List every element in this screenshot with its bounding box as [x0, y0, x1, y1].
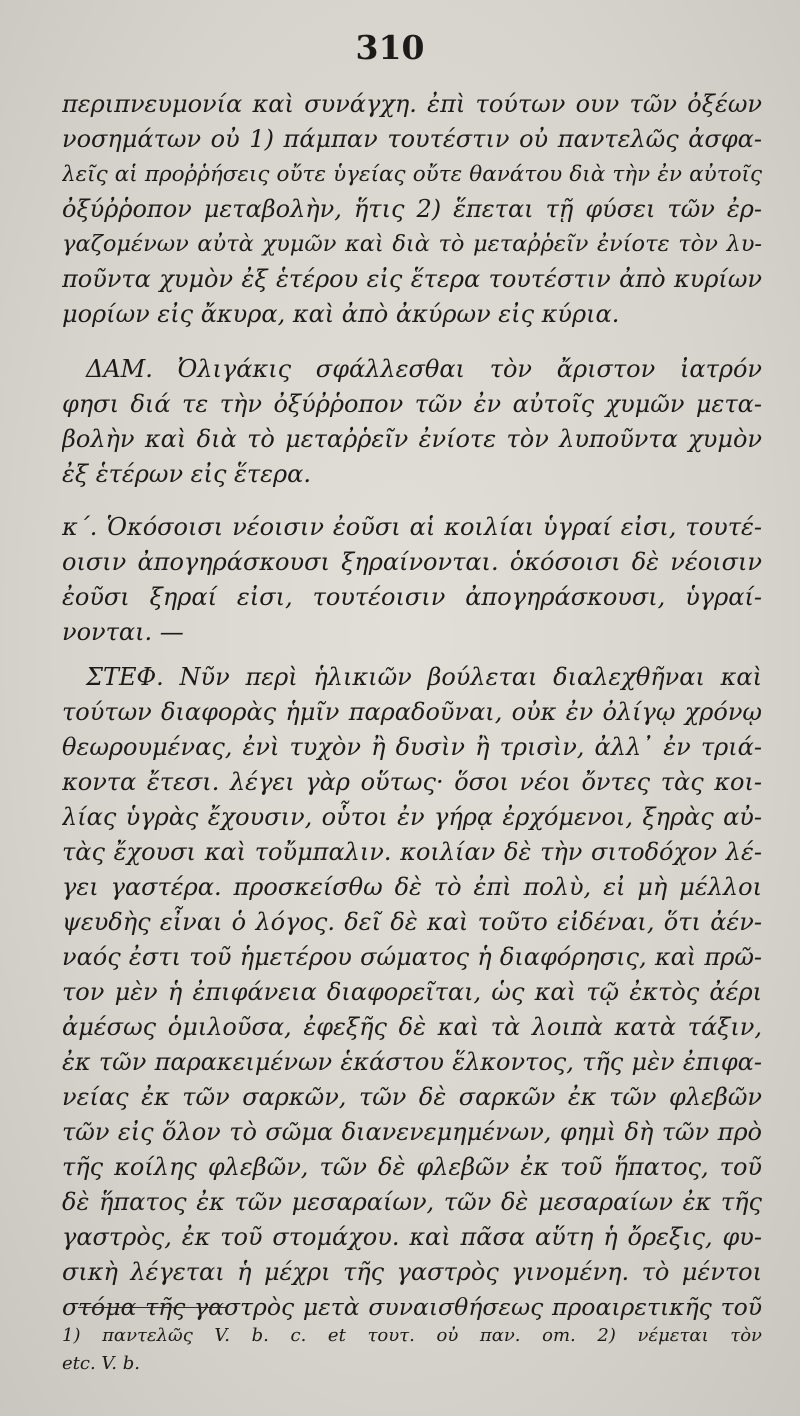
- text-line: γει γαστέρα. προσκείσθω δὲ τὸ ἐπὶ πολὺ, εἰ μὴ μέλλοι: [62, 873, 762, 901]
- text-line: φησι διά τε τὴν ὀξύῤῥοπον τῶν ἐν αὐτοῖς χυμῶν μετα-: [62, 390, 762, 418]
- text-line: νοσημάτων οὐ 1) πάμπαν τουτέστιν οὐ παντελῶς ἀσφα-: [62, 125, 762, 153]
- text-line: βολὴν καὶ διὰ τὸ μεταῤῥεῖν ἐνίοτε τὸν λυποῦντα χυμὸν: [62, 425, 762, 453]
- text-line: θεωρουμένας, ἐνὶ τυχὸν ἢ δυσὶν ἢ τρισὶν, ἀλλ᾽ ἐν τριά-: [62, 733, 762, 761]
- text-line: οισιν ἀπογηράσκουσι ξηραίνονται. ὁκόσοισι δὲ νέοισιν: [62, 548, 762, 576]
- text-line: νονται. —: [62, 618, 184, 646]
- paragraph-1: [62, 87, 762, 332]
- text-line: τὰς ἔχουσι καὶ τοὔμπαλιν. κοιλίαν δὲ τὴν σιτοδόχον λέ-: [62, 838, 762, 866]
- text-line: τον μὲν ἡ ἐπιφάνεια διαφορεῖται, ὡς καὶ τῷ ἐκτὸς ἀέρι: [62, 978, 762, 1006]
- paragraph-3: [62, 510, 762, 650]
- text-line: τῆς κοίλης φλεβῶν, τῶν δὲ φλεβῶν ἐκ τοῦ ἥπατος, τοῦ: [62, 1153, 762, 1181]
- text-line: κ΄. Ὁκόσοισι νέοισιν ἐοῦσι αἱ κοιλίαι ὑγραί εἰσι, τουτέ-: [62, 513, 762, 541]
- text-line: γαζομένων αὐτὰ χυμῶν καὶ διὰ τὸ μεταῤῥεῖν ἐνίοτε τὸν λυ-: [62, 231, 762, 257]
- text-line: τῶν εἰς ὅλον τὸ σῶμα διανενεμημένων, φημὶ δὴ τῶν πρὸ: [62, 1118, 762, 1146]
- text-line: ΔΑΜ. Ὀλιγάκις σφάλλεσθαι τὸν ἄριστον ἰατρόν: [86, 355, 762, 383]
- text-line: ψευδὴς εἶναι ὁ λόγος. δεῖ δὲ καὶ τοῦτο εἰδέναι, ὅτι ἀέν-: [62, 908, 762, 936]
- text-line: τούτων διαφορὰς ἡμῖν παραδοῦναι, οὐκ ἐν ὀλίγῳ χρόνῳ: [62, 698, 762, 726]
- text-line: δὲ ἥπατος ἐκ τῶν μεσαραίων, τῶν δὲ μεσαραίων ἐκ τῆς: [62, 1188, 762, 1216]
- text-line: νείας ἐκ τῶν σαρκῶν, τῶν δὲ σαρκῶν ἐκ τῶν φλεβῶν: [62, 1083, 762, 1111]
- text-line: ποῦντα χυμὸν ἐξ ἑτέρου εἰς ἕτερα τουτέστιν ἀπὸ κυρίων: [62, 265, 762, 293]
- text-line: λίας ὑγρὰς ἔχουσιν, οὗτοι ἐν γήρᾳ ἐρχόμενοι, ξηρὰς αὐ-: [62, 803, 762, 831]
- text-line: στόμα τῆς γαστρὸς μετὰ συναισθήσεως προαιρετικῆς τοῦ: [62, 1293, 762, 1321]
- text-line: κοντα ἔτεσι. λέγει γὰρ οὕτως· ὅσοι νέοι ὄντες τὰς κοι-: [62, 768, 762, 796]
- text-line: ὀξύῤῥοπον μεταβολὴν, ἥτις 2) ἕπεται τῇ φύσει τῶν ἐρ-: [62, 195, 762, 223]
- text-line: ἐκ τῶν παρακειμένων ἑκάστου ἕλκοντος, τῆς μὲν ἐπιφα-: [62, 1048, 762, 1076]
- text-line: λεῖς αἱ προῤῥήσεις οὔτε ὑγείας οὔτε θανάτου διὰ τὴν ἐν αὐτοῖς: [62, 162, 762, 187]
- paragraph-2: [62, 352, 762, 492]
- text-line: μορίων εἰς ἄκυρα, καὶ ἀπὸ ἀκύρων εἰς κύρια.: [62, 300, 620, 328]
- text-line: ἀμέσως ὁμιλοῦσα, ἐφεξῆς δὲ καὶ τὰ λοιπὰ κατὰ τάξιν,: [62, 1013, 762, 1041]
- footnotes: [62, 1322, 762, 1378]
- page-number: 310: [355, 28, 425, 67]
- footnote-rule: [78, 1307, 228, 1308]
- text-line: ναός ἐστι τοῦ ἡμετέρου σώματος ἡ διαφόρησις, καὶ πρῶ-: [62, 943, 762, 971]
- footnote-line: etc. V. b.: [62, 1353, 140, 1374]
- text-line: σικὴ λέγεται ἡ μέχρι τῆς γαστρὸς γινομένη. τὸ μέντοι: [62, 1258, 762, 1286]
- text-line: περιπνευμονία καὶ συνάγχη. ἐπὶ τούτων ουν τῶν ὀξέων: [62, 90, 762, 118]
- text-line: ἐξ ἑτέρων εἰς ἕτερα.: [62, 460, 311, 488]
- text-line: ΣΤΕΦ. Νῦν περὶ ἡλικιῶν βούλεται διαλεχθῆναι καὶ: [86, 663, 762, 691]
- text-line: ἐοῦσι ξηραί εἰσι, τουτέοισιν ἀπογηράσκουσι, ὑγραί-: [62, 583, 762, 611]
- text-line: γαστρὸς, ἐκ τοῦ στομάχου. καὶ πᾶσα αὕτη ἡ ὄρεξις, φυ-: [62, 1223, 762, 1251]
- footnote-line: 1) παντελῶς V. b. c. et τουτ. οὐ παν. om. 2) νέμεται τὸν: [62, 1325, 762, 1346]
- paragraph-4: [62, 660, 762, 1325]
